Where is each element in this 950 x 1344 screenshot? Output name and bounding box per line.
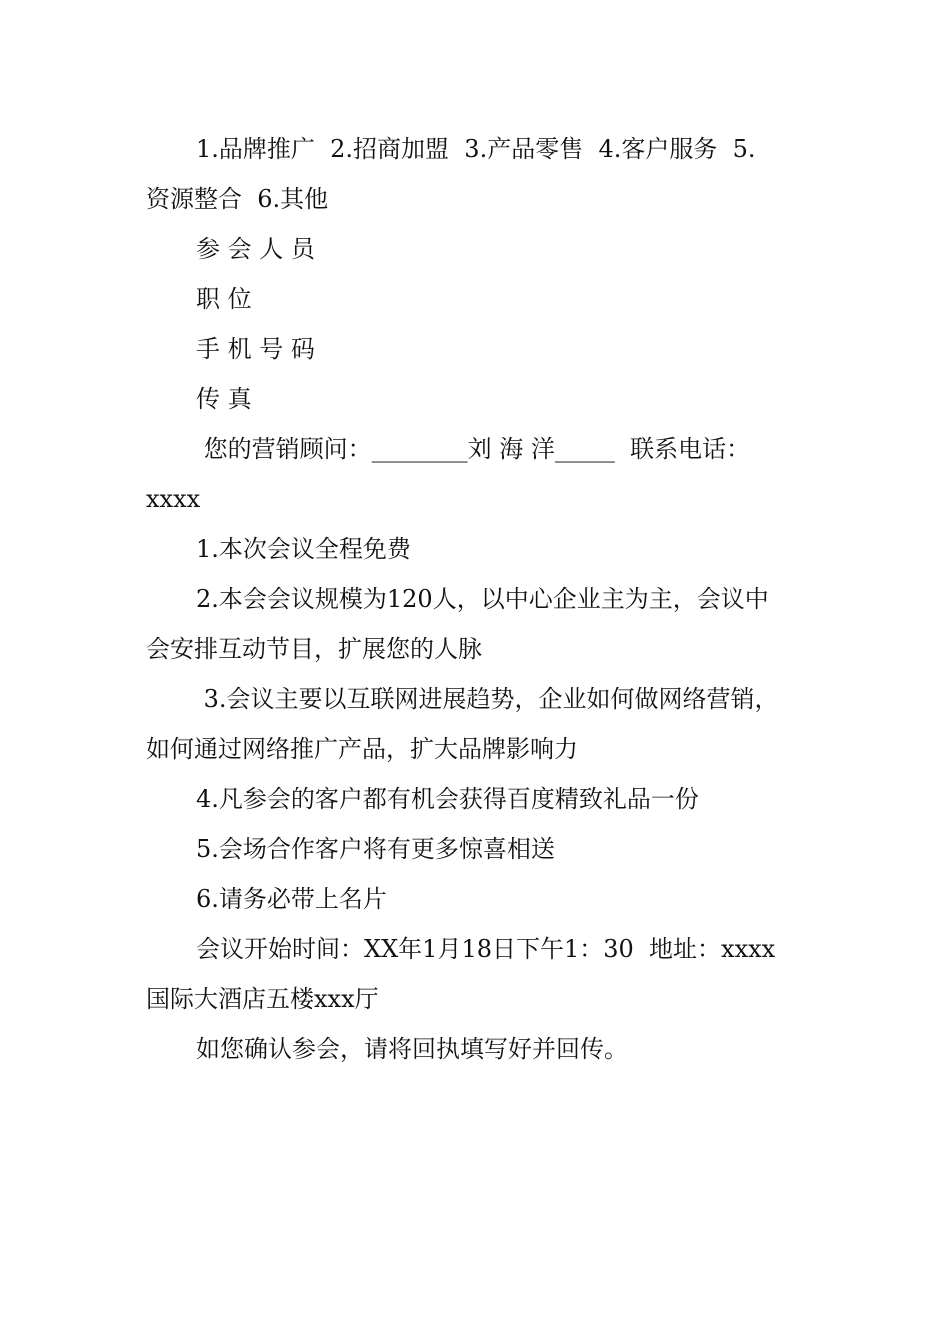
field-position: 职 位 bbox=[196, 285, 252, 313]
consultant-info bbox=[146, 424, 811, 524]
closing-statement bbox=[146, 1024, 811, 1074]
business-options-line-1: 1.品牌推广 2.招商加盟 3.产品零售 4.客户服务 5. bbox=[196, 135, 756, 163]
business-options-line-2: 资源整合 6.其他 bbox=[146, 185, 329, 213]
field-attendee: 参 会 人 员 bbox=[196, 235, 315, 263]
note-3-line-2: 如何通过网络推广产品，扩大品牌影响力 bbox=[146, 735, 578, 763]
note-2-line-1: 2.本会会议规模为120人，以中心企业主为主，会议中 bbox=[196, 585, 769, 613]
closing-text: 如您确认参会，请将回执填写好并回传。 bbox=[196, 1035, 628, 1063]
notes-list bbox=[146, 524, 811, 924]
note-6: 6.请务必带上名片 bbox=[196, 885, 387, 913]
consultant-line-1: 您的营销顾问：________刘 海 洋_____ 联系电话： bbox=[196, 435, 751, 463]
business-options bbox=[146, 124, 811, 224]
meeting-info-line-2: 国际大酒店五楼xxx厅 bbox=[146, 985, 379, 1013]
note-2-line-2: 会安排互动节目，扩展您的人脉 bbox=[146, 635, 482, 663]
note-1: 1.本次会议全程免费 bbox=[196, 535, 411, 563]
field-fax: 传 真 bbox=[196, 385, 252, 413]
form-fields bbox=[146, 224, 811, 424]
meeting-info-line-1: 会议开始时间：XX年1月18日下午1：30 地址：xxxx bbox=[196, 935, 776, 963]
note-3-line-1: 3.会议主要以互联网进展趋势，企业如何做网络营销， bbox=[196, 685, 779, 713]
note-4: 4.凡参会的客户都有机会获得百度精致礼品一份 bbox=[196, 785, 699, 813]
document-body bbox=[146, 124, 811, 1074]
consultant-line-2: xxxx bbox=[146, 485, 201, 513]
meeting-info bbox=[146, 924, 811, 1024]
field-mobile: 手 机 号 码 bbox=[196, 335, 315, 363]
note-5: 5.会场合作客户将有更多惊喜相送 bbox=[196, 835, 555, 863]
